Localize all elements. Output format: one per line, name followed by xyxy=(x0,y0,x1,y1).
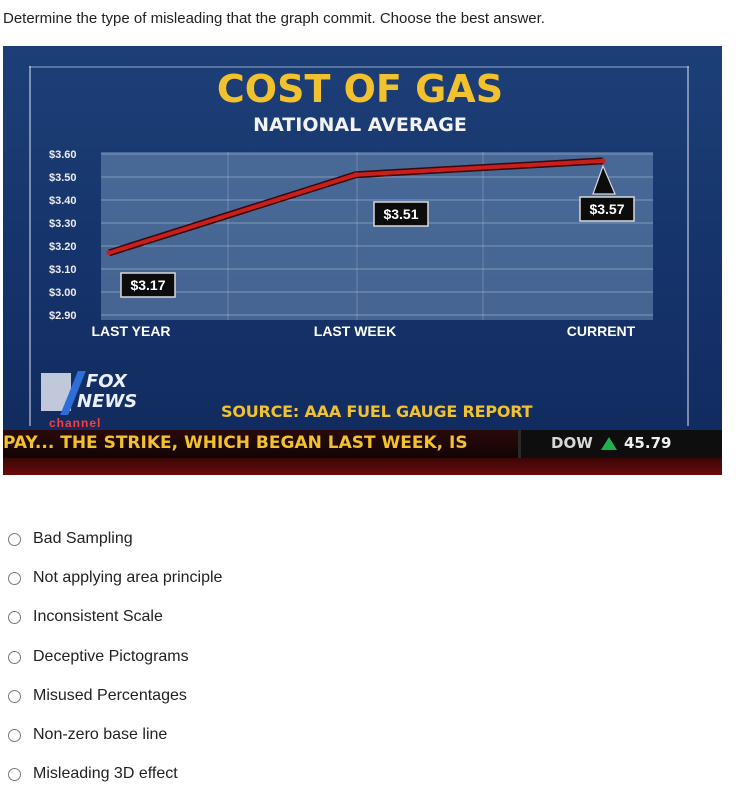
y-tick-label: $3.60 xyxy=(49,149,77,161)
y-tick-label: $3.50 xyxy=(49,172,77,184)
data-label: $3.51 xyxy=(383,206,419,222)
x-tick-label: LAST YEAR xyxy=(91,323,171,339)
news-graph-image xyxy=(3,46,722,475)
option-not-applying-area-principle[interactable] xyxy=(8,564,222,603)
radio-button[interactable] xyxy=(8,729,21,742)
radio-button[interactable] xyxy=(8,533,21,546)
y-tick-label: $2.90 xyxy=(49,310,77,322)
option-misused-percentages[interactable] xyxy=(8,682,222,721)
radio-button[interactable] xyxy=(8,572,21,585)
source-caption: SOURCE: AAA FUEL GAUGE REPORT xyxy=(221,402,533,421)
data-label: $3.57 xyxy=(589,201,625,217)
data-point xyxy=(601,158,606,163)
data-point xyxy=(107,250,112,255)
radio-button[interactable] xyxy=(8,611,21,624)
option-label[interactable]: Bad Sampling xyxy=(33,530,133,547)
option-misleading-3d-effect[interactable] xyxy=(8,760,222,799)
y-tick-label: $3.40 xyxy=(49,195,77,207)
radio-button[interactable] xyxy=(8,690,21,703)
option-label[interactable]: Misused Percentages xyxy=(33,686,187,704)
logo-fox-text: FOX xyxy=(86,371,127,392)
dow-label: DOW xyxy=(551,434,593,452)
radio-button[interactable] xyxy=(8,768,21,781)
channel-text: channel xyxy=(49,416,102,430)
up-arrow-icon xyxy=(601,437,617,450)
option-label[interactable]: Inconsistent Scale xyxy=(33,608,163,626)
option-label[interactable]: Deceptive Pictograms xyxy=(33,647,189,665)
chart-subtitle: NATIONAL AVERAGE xyxy=(253,114,467,136)
data-label: $3.17 xyxy=(130,277,166,293)
y-tick-label: $3.30 xyxy=(49,218,77,230)
option-non-zero-base-line[interactable] xyxy=(8,721,222,760)
x-tick-label: CURRENT xyxy=(566,323,636,339)
question-text: Determine the type of misleading that the graph commit. Choose the best answer. xyxy=(3,10,545,27)
x-axis-ticks xyxy=(91,323,635,339)
ticker-text: PAY... THE STRIKE, WHICH BEGAN LAST WEEK, IS xyxy=(3,433,468,453)
bottom-band xyxy=(3,458,722,475)
option-inconsistent-scale[interactable] xyxy=(8,603,222,642)
y-axis-ticks xyxy=(49,149,77,322)
y-tick-label: $3.20 xyxy=(49,241,77,253)
option-bad-sampling[interactable] xyxy=(8,525,222,564)
data-point xyxy=(354,172,359,177)
x-tick-label: LAST WEEK xyxy=(313,323,397,339)
option-deceptive-pictograms[interactable] xyxy=(8,643,222,682)
y-tick-label: $3.00 xyxy=(49,287,77,299)
option-label[interactable]: Misleading 3D effect xyxy=(33,765,178,783)
y-tick-label: $3.10 xyxy=(49,264,77,276)
answer-options xyxy=(8,525,222,799)
logo-news-text: NEWS xyxy=(77,391,138,412)
option-label[interactable]: Not applying area principle xyxy=(33,569,223,587)
radio-button[interactable] xyxy=(8,651,21,664)
option-label[interactable]: Non-zero base line xyxy=(33,725,168,743)
dow-value: 45.79 xyxy=(624,434,672,452)
dow-ticker xyxy=(518,430,722,458)
chart-title: COST OF GAS xyxy=(216,67,504,111)
